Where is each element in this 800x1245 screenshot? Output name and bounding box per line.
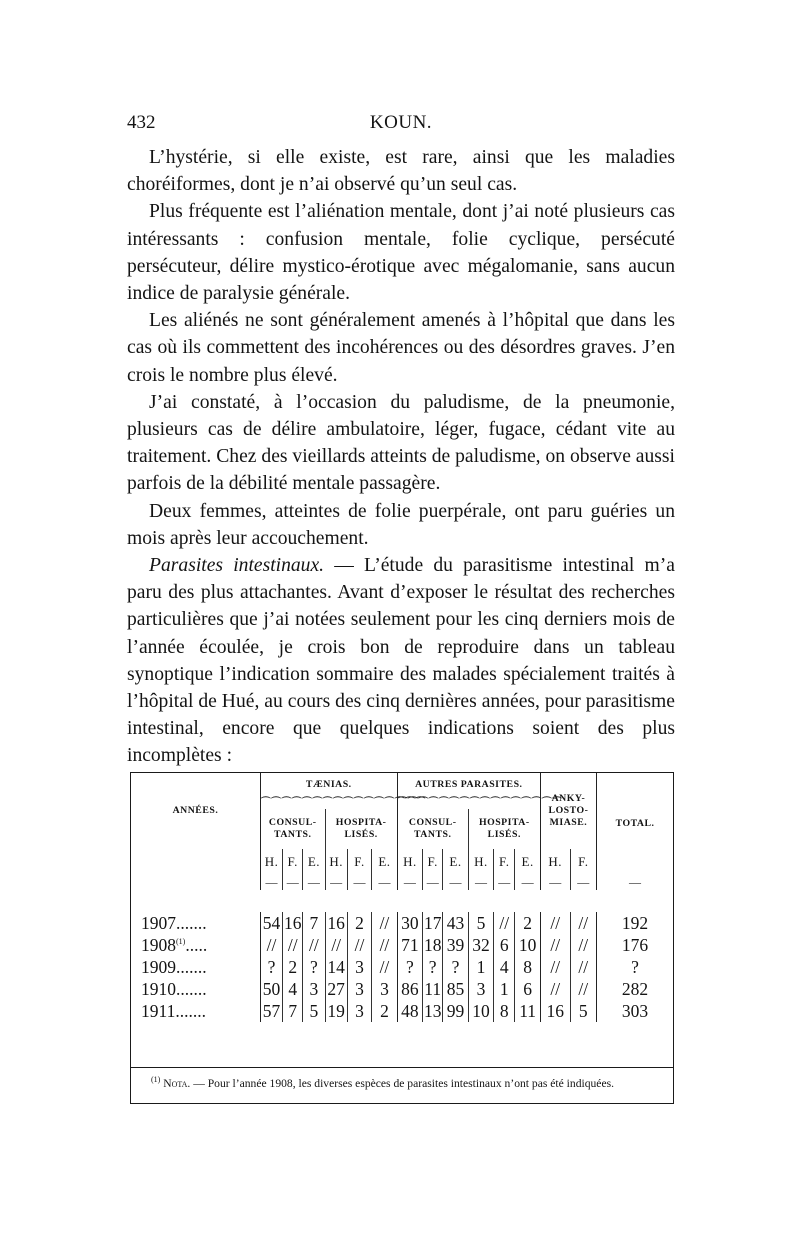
value-cell: // (260, 934, 282, 956)
value-cell: 3 (347, 978, 371, 1000)
col-total-header: TOTAL. (597, 773, 673, 875)
col-letter: E. (515, 849, 540, 875)
value-cell: // (570, 934, 597, 956)
value-cell: 4 (494, 956, 515, 978)
value-cell: // (494, 912, 515, 934)
value-cell: 2 (515, 912, 540, 934)
value-cell: // (570, 912, 597, 934)
value-cell: 50 (260, 978, 282, 1000)
value-cell: 18 (423, 934, 442, 955)
paragraph: L’hystérie, si elle existe, est rare, ainsi que les maladies choréiformes, dont je n’ai observé qu’un seul cas. (127, 147, 675, 196)
brace-autres: ⌒⌒⌒⌒⌒⌒⌒⌒⌒⌒⌒⌒⌒⌒⌒⌒ (397, 797, 563, 808)
value-cell: 99 (443, 1000, 468, 1022)
value-cell: 10 (515, 934, 540, 956)
value-cell: 8 (515, 956, 540, 978)
empty-cell (131, 849, 260, 875)
col-letter: F. (283, 849, 303, 875)
dash-cell: — (397, 875, 422, 890)
dash-cell: — (283, 875, 303, 890)
value-cell: 32 (468, 934, 493, 956)
dash-cell: — (570, 875, 597, 890)
group-autres-header (397, 773, 540, 797)
year-cell: 1909....... (141, 956, 207, 977)
col-letter: E. (303, 849, 325, 875)
section-title: Parasites intestinaux. (149, 555, 325, 577)
table-row (131, 956, 673, 978)
paragraph: Plus fréquente est l’aliénation mentale, dont j’ai noté plusieurs cas intéressants : confusion mentale, folie cyclique, persécuté persécuteur, délire mystico-érotique avec mégalomanie, sans aucun indice de paralysie générale. (127, 201, 675, 305)
statistics-table (131, 773, 673, 1022)
sub-hospitalises-autres: HOSPITA-LISÉS. (468, 809, 540, 849)
col-letter: E. (372, 849, 397, 875)
year-dots: ..... (185, 934, 208, 955)
value-cell: 1 (468, 956, 493, 978)
value-cell: // (540, 934, 570, 956)
value-cell: 2 (347, 912, 371, 934)
value-cell: 10 (468, 1000, 493, 1022)
value-cell: ? (443, 956, 468, 978)
total-cell: ? (597, 956, 673, 978)
value-cell: // (570, 956, 597, 978)
value-cell: 3 (468, 978, 493, 1000)
value-cell: 54 (260, 912, 282, 934)
col-years-header: ANNÉES. (172, 805, 219, 816)
value-cell: ? (397, 956, 422, 978)
value-cell: 3 (303, 978, 325, 1000)
statistics-table-frame (130, 772, 674, 1104)
paragraph: J’ai constaté, à l’occasion du paludisme, de la pneumonie, plusieurs cas de délire ambulatoire, léger, fugace, cédant vite au traitement. Chez des vieillards atteints de paludisme, on observe aussi parfois de la débilité mentale passagère. (127, 391, 675, 495)
year-label: 1908 (141, 934, 176, 955)
group-anky-header: ANKY-LOSTO-MIASE. (540, 773, 596, 849)
value-cell: 48 (397, 1000, 422, 1022)
dash-cell: — (372, 875, 397, 890)
value-cell: // (283, 934, 303, 956)
value-cell: 16 (325, 912, 347, 934)
value-cell: 11 (515, 1000, 540, 1022)
sub-hospitalises-taenias: HOSPITA-LISÉS. (325, 809, 397, 849)
total-cell: 176 (597, 934, 673, 956)
dash-cell: — (303, 875, 325, 890)
dash-cell: — (423, 875, 443, 890)
group-taenias-header (260, 773, 397, 797)
value-cell: 43 (443, 912, 468, 934)
table-row (131, 912, 673, 934)
body-text (127, 144, 675, 770)
col-letter: H. (397, 849, 422, 875)
value-cell: 5 (468, 912, 493, 934)
paragraph-text: — L’étude du parasitisme intestinal m’a paru des plus attachantes. Avant d’exposer le résultat des recherches particulières que j’ai notées seulement pour les cinq derniers mois de l’année écoulée, je crois bon de reproduire dans un tableau synoptique l’indication sommaire des malades spécialement traités à l’hôpital de Hué, au cours des cinq dernières années, pour parasitisme intestinal, encore que quelques indications soient des plus incomplètes : (127, 555, 675, 767)
value-cell: // (303, 934, 325, 956)
value-cell: 2 (283, 956, 303, 978)
value-cell: 2 (372, 1000, 397, 1022)
col-letter: F. (570, 849, 597, 875)
value-cell: // (372, 934, 397, 956)
running-title: KOUN. (369, 112, 433, 133)
value-cell: // (540, 912, 570, 934)
col-letter: H. (260, 849, 282, 875)
value-cell: 85 (443, 978, 468, 1000)
col-letter: E. (443, 849, 468, 875)
value-cell: ? (260, 956, 282, 978)
col-letter: F. (494, 849, 515, 875)
year-cell: 1911....... (141, 1000, 206, 1021)
value-cell: 3 (347, 956, 371, 978)
value-cell: 4 (283, 978, 303, 1000)
col-letter: F. (423, 849, 443, 875)
dash-cell: — (494, 875, 515, 890)
total-cell: 282 (597, 978, 673, 1000)
value-cell: 1 (494, 978, 515, 1000)
value-cell: 5 (303, 1000, 325, 1022)
value-cell: 6 (515, 978, 540, 1000)
footnote-marker: (1) (151, 1075, 161, 1084)
year-cell (131, 934, 260, 956)
group-taenias-label: TÆNIAS. (305, 779, 352, 790)
value-cell: // (325, 934, 347, 956)
paragraph: Deux femmes, atteintes de folie puerpérale, ont paru guéries un mois après leur accouchement. (127, 500, 675, 549)
value-cell: 16 (283, 912, 302, 933)
dash-cell: — (443, 875, 468, 890)
value-cell: // (347, 934, 371, 956)
dash-row (131, 875, 673, 890)
value-cell: 86 (397, 978, 422, 1000)
value-cell: 19 (325, 1000, 347, 1022)
value-cell: 17 (423, 912, 442, 933)
paragraph: Les aliénés ne sont généralement amenés à l’hôpital que dans les cas où ils commettent des incohérences ou des désordres graves. J’en crois le nombre plus élevé. (127, 310, 675, 386)
value-cell: 27 (325, 978, 347, 1000)
value-cell: ? (303, 956, 325, 978)
dash-cell: — (260, 875, 282, 890)
dash-cell: — (540, 875, 570, 890)
value-cell: ? (423, 956, 443, 978)
page-number: 432 (127, 112, 156, 133)
value-cell: 11 (424, 978, 442, 999)
value-cell: 16 (540, 1000, 570, 1022)
group-autres-label: AUTRES PARASITES. (415, 779, 523, 790)
value-cell: 8 (494, 1000, 515, 1022)
value-cell: 7 (283, 1000, 303, 1022)
table-footnote (131, 1067, 673, 1103)
year-cell: 1907....... (141, 912, 207, 933)
value-cell: 7 (303, 912, 325, 934)
value-cell: 14 (325, 956, 347, 978)
col-letter: H. (468, 849, 493, 875)
value-cell: // (540, 956, 570, 978)
table-row (131, 934, 673, 956)
running-head (127, 112, 675, 140)
dash-cell: — (468, 875, 493, 890)
table-row (131, 978, 673, 1000)
total-cell: 303 (597, 1000, 673, 1022)
value-cell: // (372, 912, 397, 934)
sub-consultants-autres: CONSUL-TANTS. (397, 809, 468, 849)
brace-taenias: ⌒⌒⌒⌒⌒⌒⌒⌒⌒⌒⌒⌒⌒⌒⌒⌒ (260, 797, 426, 808)
empty-cell (131, 875, 260, 890)
value-cell: 57 (260, 1000, 282, 1022)
value-cell: 13 (423, 1000, 442, 1021)
dash-cell: — (347, 875, 371, 890)
total-cell: 192 (597, 912, 673, 934)
table-row (131, 1000, 673, 1022)
col-letter: H. (540, 849, 570, 875)
dash-cell: — (325, 875, 347, 890)
value-cell: 6 (494, 934, 515, 956)
footnote-text: — Pour l’année 1908, les diverses espèces de parasites intestinaux n’ont pas été indiquées. (190, 1076, 615, 1090)
dash-cell: — (515, 875, 540, 890)
value-cell: 3 (347, 1000, 371, 1022)
value-cell: // (372, 956, 397, 978)
value-cell: 3 (372, 978, 397, 1000)
paragraph-parasites (127, 552, 675, 770)
footnote-ref: (1) (176, 936, 186, 946)
value-cell: 5 (570, 1000, 597, 1022)
value-cell: 71 (397, 934, 422, 956)
col-letter: F. (347, 849, 371, 875)
value-cell: // (540, 978, 570, 1000)
value-cell: // (570, 978, 597, 1000)
footnote-label: Nota. (163, 1076, 191, 1090)
col-letter: H. (325, 849, 347, 875)
value-cell: 39 (443, 934, 468, 956)
sub-consultants-taenias: CONSUL-TANTS. (260, 809, 325, 849)
year-cell: 1910....... (141, 978, 207, 999)
dash-cell: — (597, 875, 673, 890)
value-cell: 30 (397, 912, 422, 934)
